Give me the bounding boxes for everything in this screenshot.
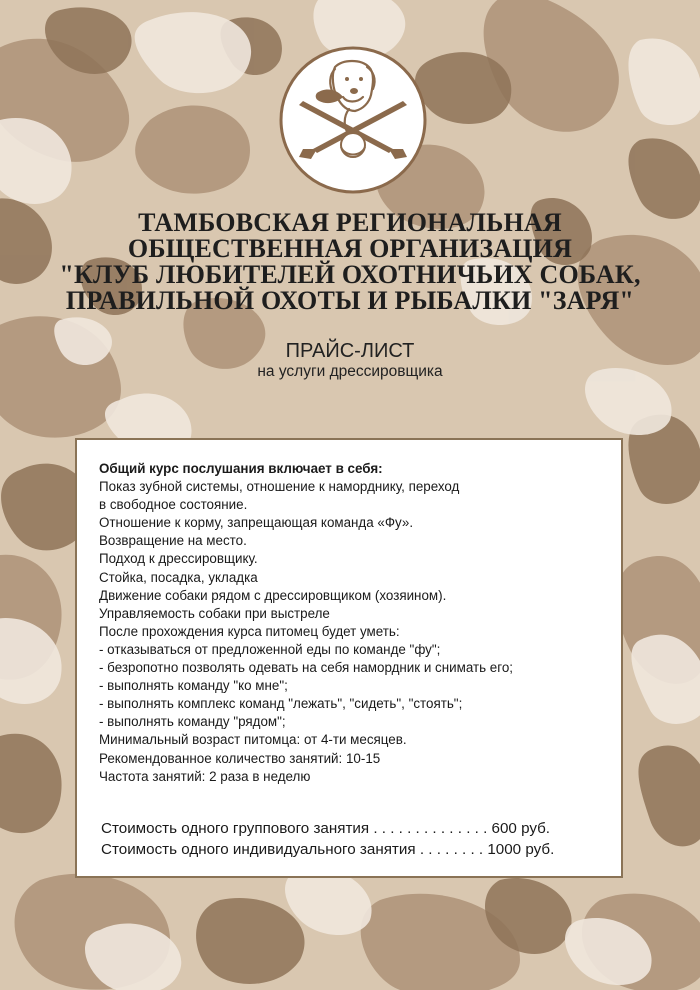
course-line: Возвращение на место. — [99, 533, 247, 549]
course-line: - выполнять комплекс команд "лежать", "сидеть", "стоять"; — [99, 696, 463, 712]
price-list-subheading: на услуги дрессировщика — [257, 363, 443, 380]
title-line: ТАМБОВСКАЯ РЕГИОНАЛЬНАЯ — [138, 208, 562, 237]
club-emblem-logo — [273, 45, 433, 195]
course-line: Движение собаки рядом с дрессировщиком (хозяином). — [99, 587, 447, 603]
price-list-header — [0, 340, 700, 382]
course-line: - отказываться от предложенной еды по команде "фу"; — [99, 641, 441, 657]
course-description — [99, 460, 609, 786]
title-line: ПРАВИЛЬНОЙ ОХОТЫ И РЫБАЛКИ "ЗАРЯ" — [65, 286, 635, 315]
course-line: в свободное состояние. — [99, 497, 248, 513]
course-line: Управляемость собаки при выстреле — [99, 605, 330, 621]
course-line: - выполнять команду "ко мне"; — [99, 678, 288, 694]
course-line: Отношение к корму, запрещающая команда «Фу». — [99, 515, 414, 531]
individual-lesson-price: Стоимость одного индивидуального занятия . . . . . . . . 1000 руб. — [101, 841, 555, 858]
course-heading: Общий курс послушания включает в себя: — [99, 461, 383, 476]
title-line: ОБЩЕСТВЕННАЯ ОРГАНИЗАЦИЯ — [127, 234, 573, 263]
course-line: - безропотно позволять одевать на себя намордник и снимать его; — [99, 660, 514, 676]
course-line: - выполнять команду "рядом"; — [99, 714, 286, 730]
course-line: Подход к дрессировщику. — [99, 551, 258, 567]
price-lines — [101, 818, 554, 860]
group-lesson-price: Стоимость одного группового занятия . . . . . . . . . . . . . . 600 руб. — [101, 820, 551, 837]
organization-title — [0, 210, 700, 314]
title-line: "КЛУБ ЛЮБИТЕЛЕЙ ОХОТНИЧЬИХ СОБАК, — [59, 260, 641, 289]
course-line: Минимальный возраст питомца: от 4-ти месяцев. — [99, 732, 407, 748]
price-list-heading: ПРАЙС-ЛИСТ — [285, 340, 415, 362]
course-line: Частота занятий: 2 раза в неделю — [99, 768, 311, 784]
course-line: Показ зубной системы, отношение к наморднику, переход — [99, 479, 460, 495]
course-line: После прохождения курса питомец будет уметь: — [99, 623, 400, 639]
course-line: Рекомендованное количество занятий: 10-15 — [99, 750, 381, 766]
course-description-card — [75, 438, 623, 878]
course-line: Стойка, посадка, укладка — [99, 569, 258, 585]
